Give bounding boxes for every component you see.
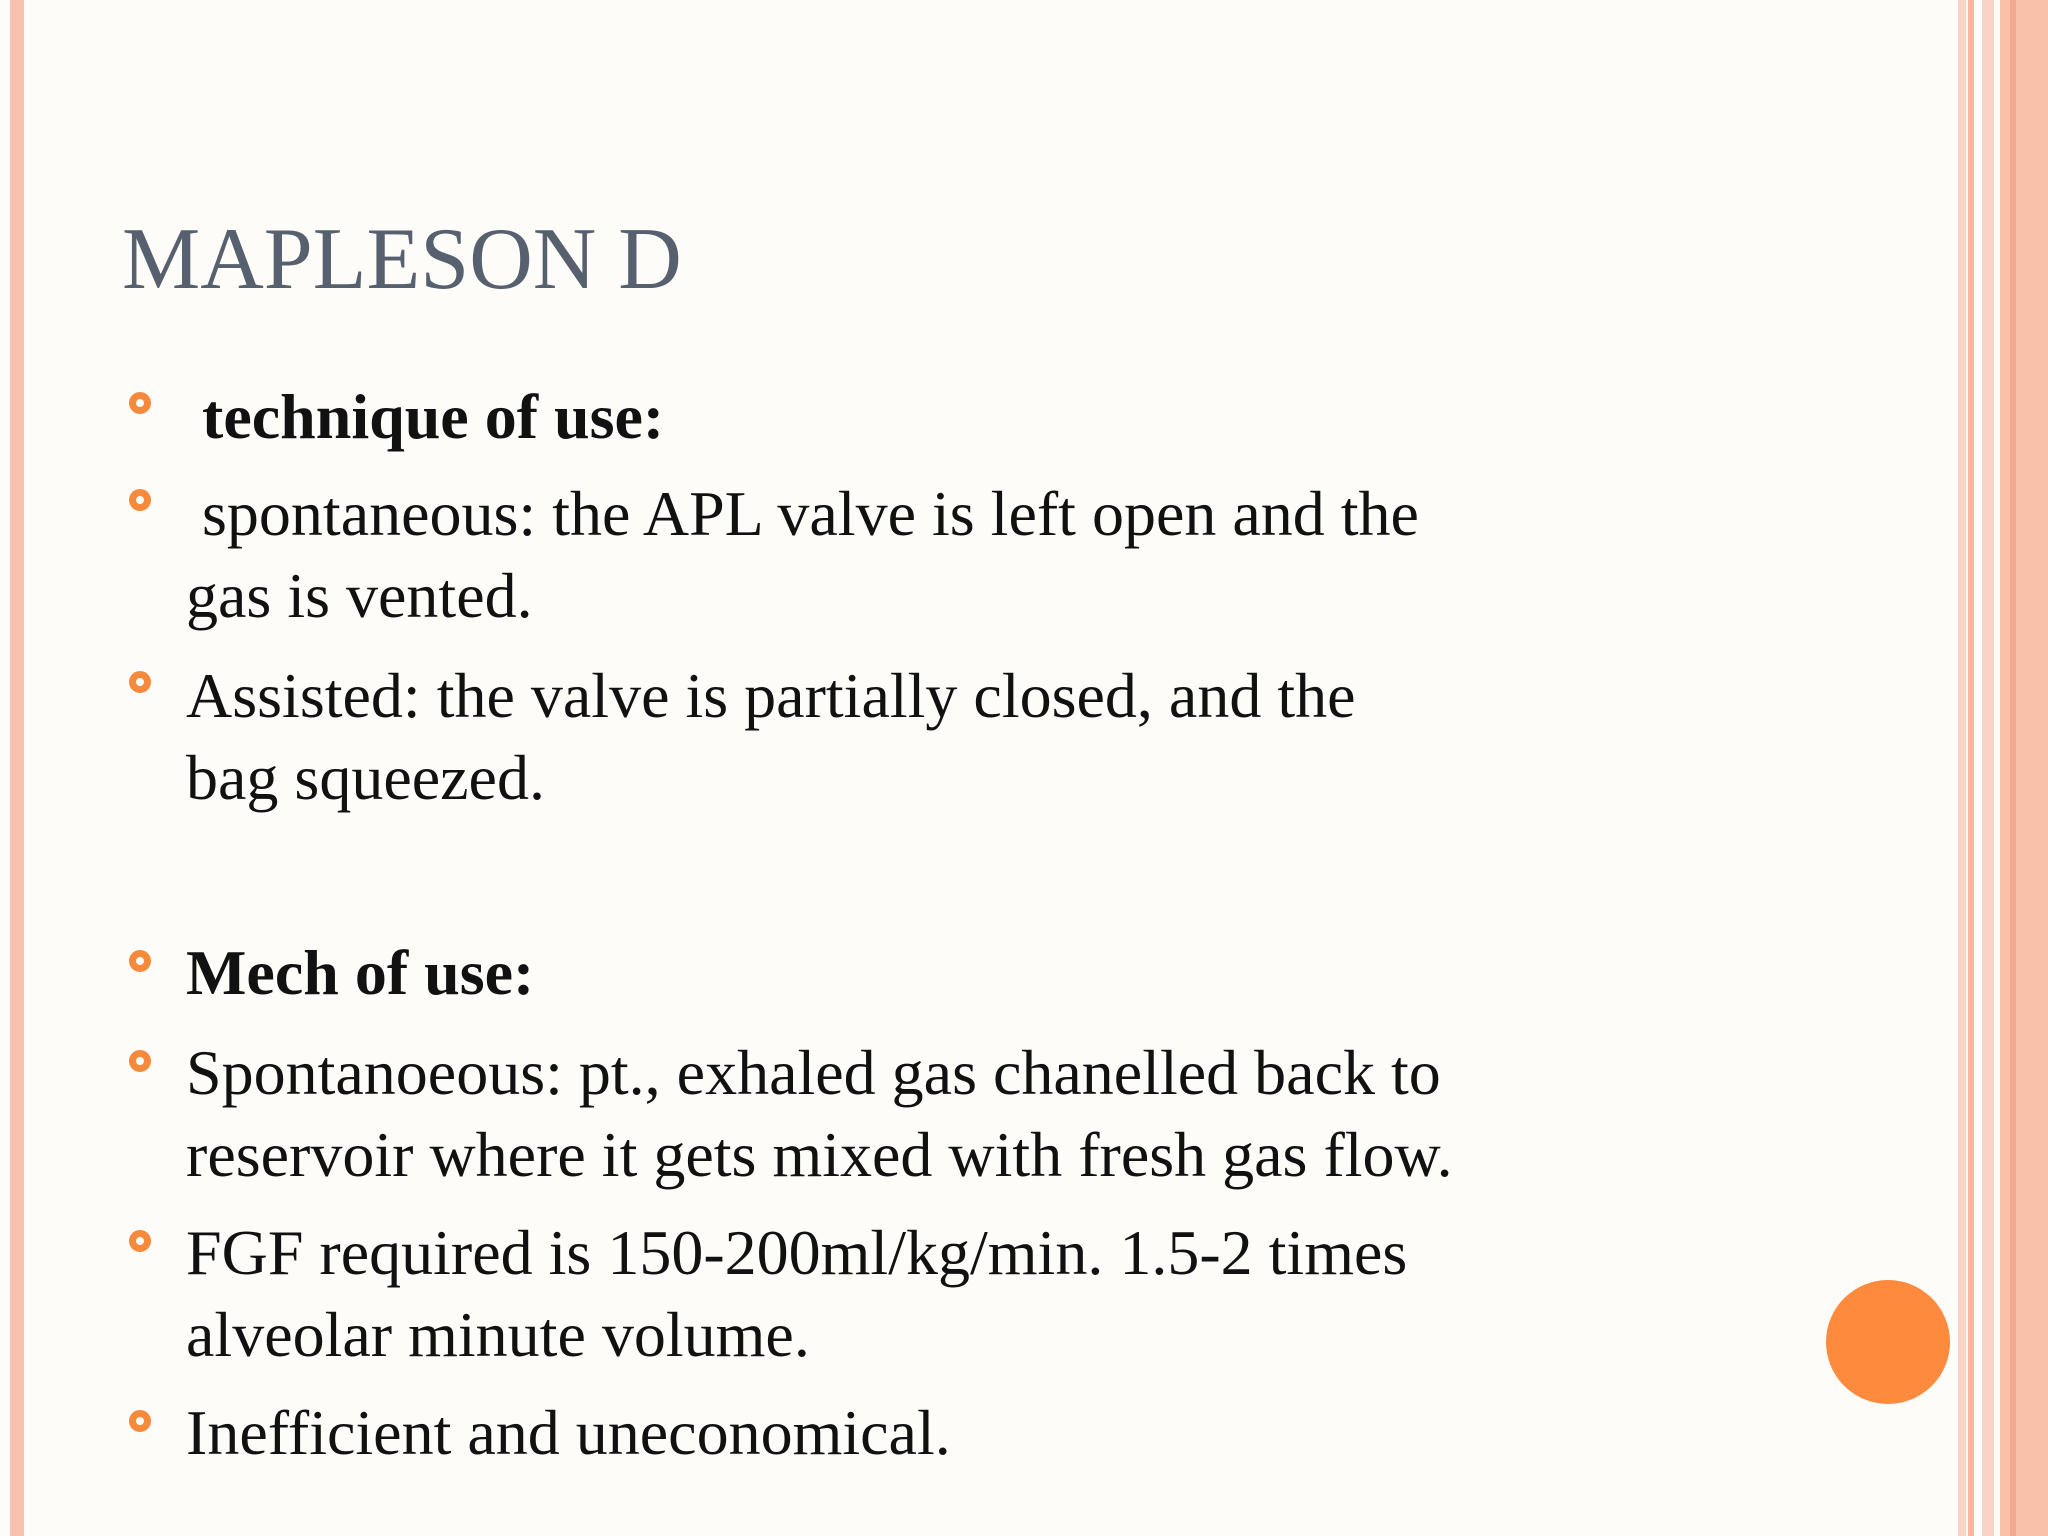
slide-title: MAPLESON D	[122, 211, 682, 308]
bullet-text: Inefficient and uneconomical.	[186, 1397, 951, 1468]
bullet-text: Mech of use:	[186, 937, 535, 1008]
right-border-stripe-1	[1958, 0, 1966, 1536]
circle-bullet-icon	[129, 392, 151, 414]
right-border-stripe-4	[2000, 0, 2048, 1536]
bullet-text: FGF required is 150-200ml/kg/min. 1.5-2 times alveolar minute volume.	[186, 1217, 1408, 1370]
bullet-text: Spontanoeous: pt., exhaled gas chanelled back to reservoir where it gets mixed with fresh gas flow.	[186, 1037, 1453, 1190]
orange-circle-decoration	[1826, 1280, 1950, 1404]
bullet-text: technique of use:	[186, 381, 665, 452]
left-border-stripe	[10, 0, 24, 1536]
circle-bullet-icon	[129, 489, 151, 511]
circle-bullet-icon	[129, 1050, 151, 1072]
circle-bullet-icon	[129, 671, 151, 693]
right-border-stripe-2	[1968, 0, 1974, 1536]
circle-bullet-icon	[129, 1410, 151, 1432]
circle-bullet-icon	[129, 950, 151, 972]
right-border-stripe-5	[2010, 0, 2016, 1536]
bullet-text: spontaneous: the APL valve is left open and the gas is vented.	[186, 478, 1419, 631]
circle-bullet-icon	[129, 1230, 151, 1252]
right-border-stripe-3	[1982, 0, 1994, 1536]
bullet-text: Assisted: the valve is partially closed, and the bag squeezed.	[186, 660, 1356, 813]
